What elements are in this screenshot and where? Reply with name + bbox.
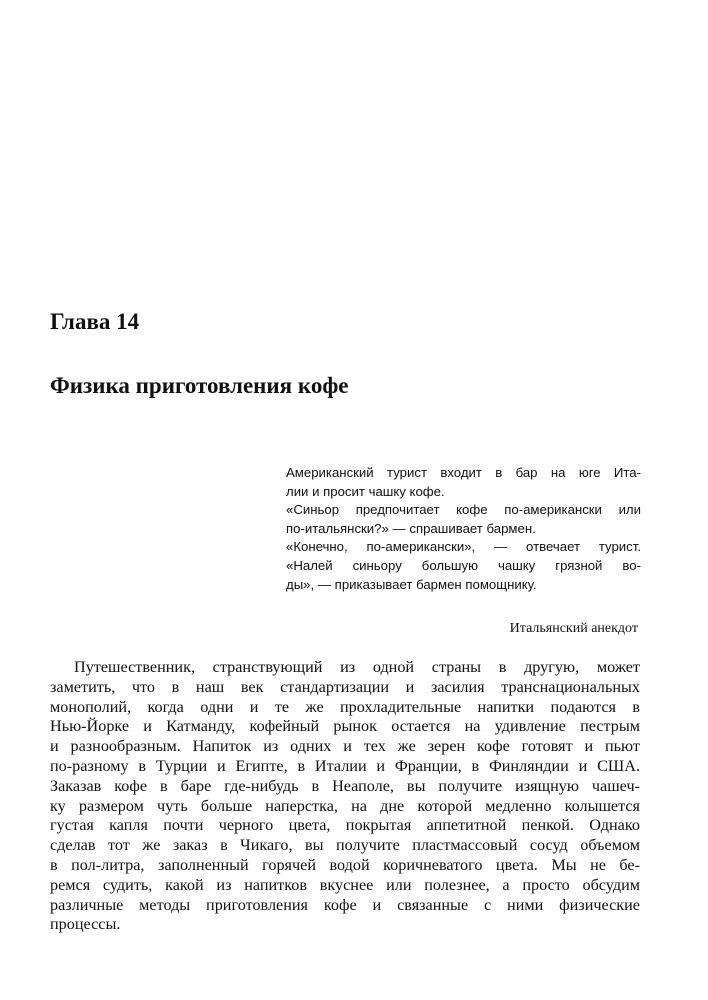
chapter-number: Глава 14 — [50, 309, 140, 334]
body-line: монополий, когда одни и те же прохладительные напитки подаются в — [50, 697, 640, 716]
body-line: и разнообразным. Напиток из одних и тех же зерен кофе готовят и пьют — [50, 737, 640, 756]
body-line: в пол-литра, заполненный горячей водой коричневатого цвета. Мы не бе- — [50, 855, 640, 874]
body-line: сделав тот же заказ в Чикаго, вы получите пластмассовый сосуд объемом — [50, 836, 640, 855]
epigraph-line: по-итальянски?» — спрашивает бармен. — [286, 520, 536, 536]
body-line: Заказав кофе в баре где-нибудь в Неаполе, вы получите изящную чашеч- — [50, 776, 640, 795]
epigraph-line: «Конечно, по-американски», — отвечает турист. — [286, 539, 641, 555]
epigraph-line: ды», — приказывает бармен помощнику. — [286, 576, 537, 592]
body-line: густая капля почти черного цвета, покрытая аппетитной пенкой. Однако — [50, 816, 640, 835]
epigraph — [286, 464, 641, 594]
body-line: Нью-Йорке и Катманду, кофейный рынок остается на удивление пестрым — [50, 717, 640, 736]
epigraph-attribution: Итальянский анекдот — [509, 621, 638, 636]
body-line: по-разному в Турции и Египте, в Италии и Франции, в Финляндии и США. — [50, 756, 640, 775]
chapter-title: Физика приготовления кофе — [50, 373, 349, 398]
body-line: заметить, что в наш век стандартизации и засилия транснациональных — [50, 677, 640, 696]
epigraph-line: «Синьор предпочитает кофе по-американски или — [286, 502, 641, 518]
body-line: процессы. — [50, 915, 121, 934]
body-line: ку размером чуть больше наперстка, на дне которой медленно колышется — [50, 796, 640, 815]
body-line: ремся судить, какой из напитков вкуснее или полезнее, а просто обсудим — [50, 875, 640, 894]
epigraph-line: Американский турист входит в бар на юге Ита- — [286, 465, 641, 480]
body-paragraph — [50, 658, 640, 935]
epigraph-line: лии и просит чашку кофе. — [286, 483, 445, 499]
epigraph-line: «Налей синьору большую чашку грязной во- — [286, 557, 641, 573]
body-line: различные методы приготовления кофе и связанные с ними физические — [50, 895, 640, 914]
body-line: Путешественник, странствующий из одной страны в другую, может — [74, 658, 640, 676]
